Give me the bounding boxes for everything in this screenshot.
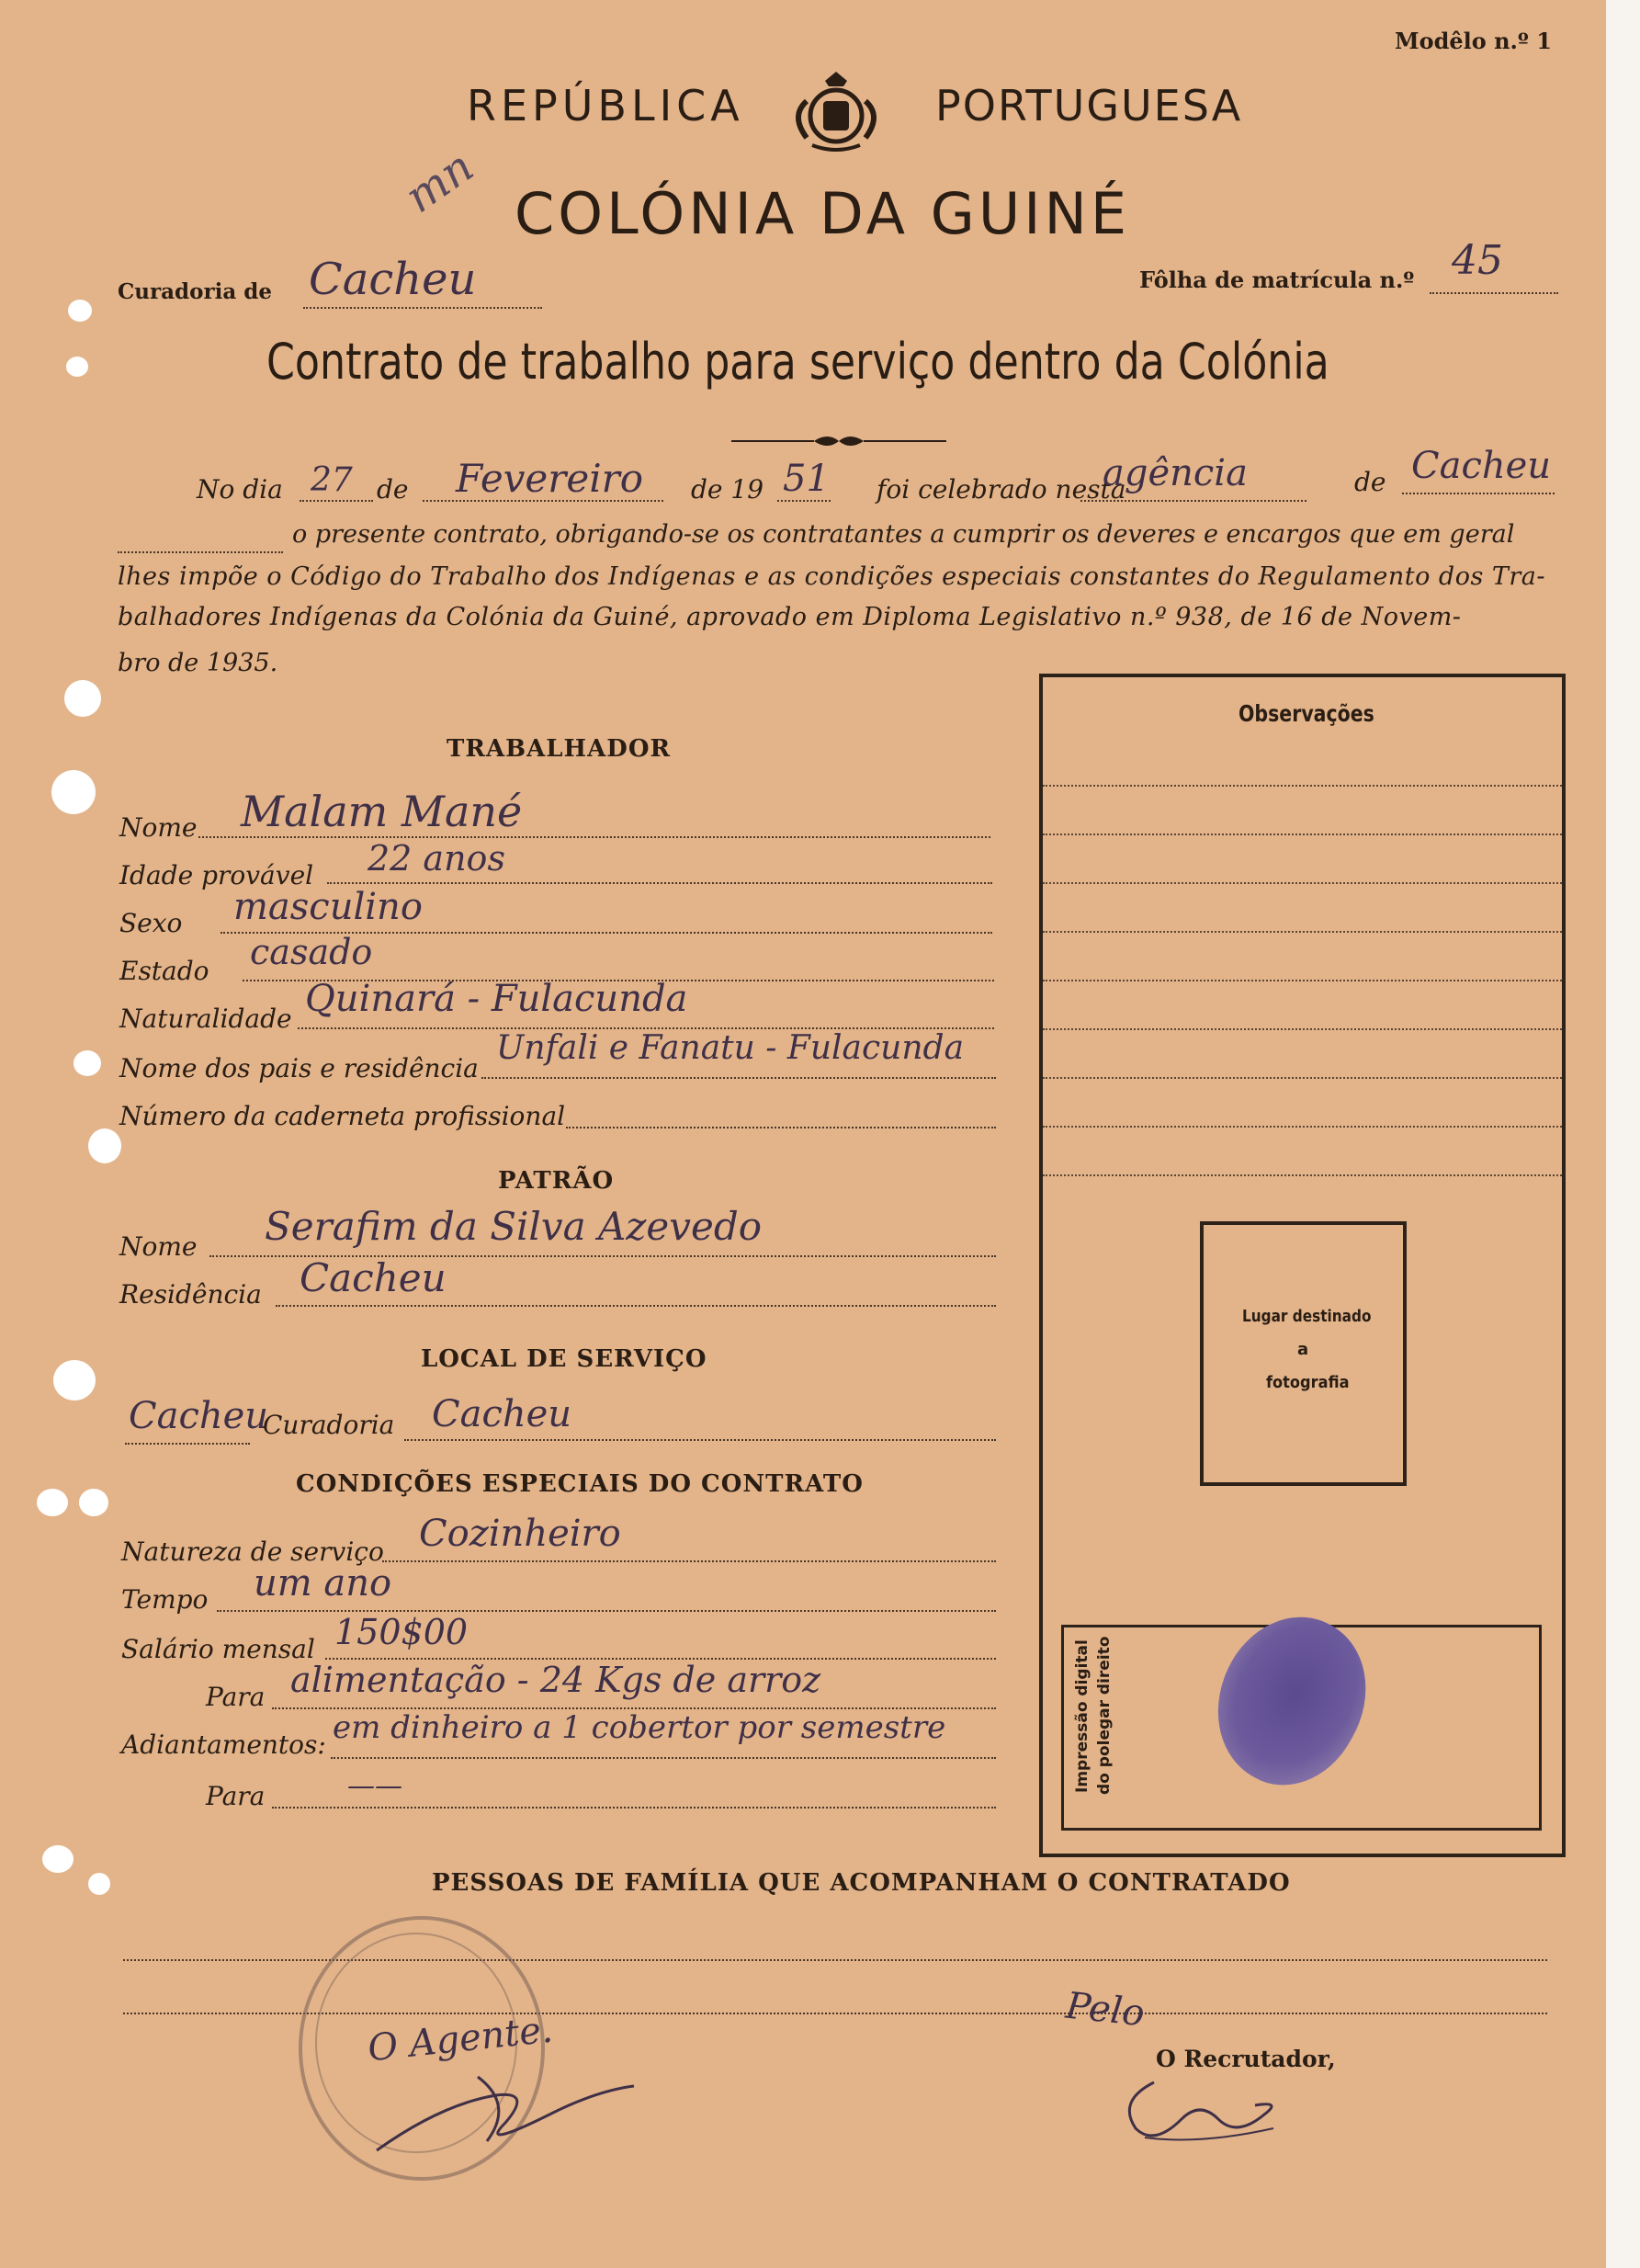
trab-caderneta-label: Número da caderneta profissional	[119, 1101, 566, 1131]
tempo-label: Tempo	[121, 1584, 209, 1615]
para-line-2	[272, 1807, 996, 1809]
intro-de2: de	[1354, 467, 1386, 497]
pelo-label: Pelo	[1063, 1984, 1147, 2036]
ornament-divider	[731, 430, 946, 456]
intro-line2-lead	[118, 551, 283, 553]
intro-line2: o presente contrato, obrigando-se os contratantes a cumprir os deveres e encargos que em geral	[292, 520, 1515, 549]
trab-nome-label: Nome	[119, 812, 198, 843]
obs-line	[1043, 1174, 1562, 1176]
obs-line	[1043, 1077, 1562, 1079]
curadoria-line	[303, 307, 542, 309]
local-line	[125, 1443, 250, 1445]
obs-line	[1043, 785, 1562, 787]
intro-celebrado: foi celebrado nesta	[877, 474, 1126, 505]
adiantamentos-line	[331, 1757, 996, 1759]
natureza-line	[382, 1560, 996, 1562]
intro-line5: bro de 1935.	[118, 649, 278, 677]
binder-hole	[51, 770, 96, 814]
trab-estado-label: Estado	[119, 956, 209, 986]
patrao-nome-value: Serafim da Silva Azevedo	[265, 1204, 763, 1249]
trab-pais-value: Unfali e Fanatu - Fulacunda	[496, 1029, 965, 1067]
para-value-2: ——	[347, 1770, 402, 1802]
adiantamentos-value: em dinheiro a 1 cobertor por semestre	[333, 1709, 946, 1746]
intro-place: Cacheu	[1411, 445, 1552, 487]
agente-signature	[368, 2058, 643, 2163]
local-curadoria-label: Curadoria	[263, 1410, 395, 1440]
natureza-label: Natureza de serviço	[121, 1537, 384, 1567]
recrutador-label: O Recrutador,	[1156, 2046, 1336, 2072]
binder-hole	[74, 1050, 101, 1076]
trab-pais-label: Nome dos pais e residência	[119, 1053, 479, 1083]
local-curadoria-line	[404, 1439, 996, 1441]
intro-day-line	[300, 500, 373, 502]
adiantamentos-label: Adiantamentos:	[121, 1729, 326, 1760]
folha-value: 45	[1452, 237, 1503, 284]
para-value-1: alimentação - 24 Kgs de arroz	[290, 1660, 821, 1700]
contract-title: Contrato de trabalho para serviço dentro da Colónia	[266, 333, 1329, 391]
obs-line	[1043, 931, 1562, 933]
photo-label-2: a	[1297, 1340, 1309, 1359]
obs-line	[1043, 1028, 1562, 1030]
trab-naturalidade-value: Quinará - Fulacunda	[305, 978, 688, 1020]
colony-title: COLÓNIA DA GUINÉ	[515, 180, 1131, 247]
trab-idade-label: Idade provável	[119, 860, 314, 890]
intro-day: 27	[311, 461, 353, 499]
observacoes-heading: Observações	[1238, 700, 1374, 727]
intro-year: 51	[783, 458, 830, 500]
salario-value: 150$00	[334, 1612, 469, 1652]
tempo-value: um ano	[254, 1562, 392, 1605]
page-edge	[1606, 0, 1640, 2268]
natureza-value: Cozinheiro	[419, 1513, 621, 1555]
intro-place-type: agência	[1103, 452, 1248, 494]
para-label-2: Para	[206, 1781, 266, 1811]
binder-hole	[88, 1873, 110, 1895]
binder-hole	[88, 1128, 121, 1163]
photo-label-3: fotografia	[1266, 1373, 1350, 1392]
patrao-residencia-label: Residência	[119, 1279, 262, 1310]
obs-line	[1043, 1126, 1562, 1128]
intro-month-line	[423, 500, 663, 502]
thumb-label-1: Impressão digital	[1073, 1639, 1091, 1793]
patrao-residencia-value: Cacheu	[300, 1255, 447, 1300]
binder-hole	[53, 1360, 96, 1400]
patrao-nome-label: Nome	[119, 1231, 198, 1262]
intro-year-line	[777, 500, 831, 502]
condicoes-heading: CONDIÇÕES ESPECIAIS DO CONTRATO	[296, 1470, 864, 1498]
intro-line3: lhes impõe o Código do Trabalho dos Indígenas e as condições especiais constantes do Regulamento dos Tra-	[118, 562, 1546, 591]
binder-hole	[42, 1845, 74, 1873]
republica-label: REPÚBLICA	[467, 81, 744, 130]
obs-line	[1043, 980, 1562, 981]
curadoria-label: Curadoria de	[118, 279, 272, 304]
pessoas-heading: PESSOAS DE FAMÍLIA QUE ACOMPANHAM O CONTRATADO	[432, 1869, 1291, 1897]
intro-month: Fevereiro	[456, 456, 644, 501]
trab-idade-line	[327, 882, 992, 884]
trab-sexo-label: Sexo	[119, 908, 183, 938]
obs-line	[1043, 833, 1562, 835]
trab-idade-value: 22 anos	[368, 838, 505, 879]
intro-no-dia: No dia	[197, 474, 283, 505]
trab-sexo-value: masculino	[233, 886, 423, 928]
portuguesa-label: PORTUGUESA	[935, 81, 1243, 130]
local-heading: LOCAL DE SERVIÇO	[421, 1345, 707, 1373]
agente-signature-label: O Agente.	[366, 2008, 555, 2070]
intro-place-type-line	[1080, 500, 1306, 502]
local-curadoria-value: Cacheu	[432, 1393, 572, 1435]
photo-label-1: Lugar destinado	[1242, 1307, 1372, 1326]
intro-place-line	[1402, 493, 1555, 494]
para-label-1: Para	[206, 1682, 266, 1712]
coat-of-arms-icon	[781, 64, 891, 160]
binder-hole	[68, 300, 92, 322]
trab-pais-line	[481, 1077, 996, 1079]
folha-line	[1430, 292, 1558, 294]
model-number: Modêlo n.º 1	[1395, 28, 1552, 54]
curadoria-value: Cacheu	[309, 254, 477, 305]
folha-label: Fôlha de matrícula n.º	[1139, 266, 1415, 293]
intro-line4: balhadores Indígenas da Colónia da Guiné, aprovado em Diploma Legislativo n.º 938, de 16 de Novem-	[118, 603, 1462, 631]
patrao-heading: PATRÃO	[498, 1167, 615, 1195]
thumb-label-2: do polegar direito	[1095, 1636, 1114, 1795]
trab-naturalidade-label: Naturalidade	[119, 1004, 292, 1034]
binder-hole	[79, 1489, 108, 1516]
trab-nome-line	[198, 836, 990, 838]
handwritten-initial: mn	[395, 141, 483, 223]
binder-hole	[37, 1489, 68, 1516]
intro-de19: de 19	[691, 474, 764, 505]
binder-hole	[66, 357, 88, 377]
trab-caderneta-line	[566, 1127, 996, 1128]
trab-nome-value: Malam Mané	[241, 787, 523, 836]
recrutador-signature	[1108, 2064, 1292, 2160]
local-value: Cacheu	[129, 1395, 269, 1437]
patrao-residencia-line	[276, 1305, 996, 1307]
intro-de1: de	[377, 474, 409, 505]
trabalhador-heading: TRABALHADOR	[447, 735, 672, 763]
trab-estado-value: casado	[250, 932, 373, 972]
binder-hole	[64, 680, 101, 717]
salario-label: Salário mensal	[121, 1634, 315, 1664]
obs-line	[1043, 882, 1562, 884]
